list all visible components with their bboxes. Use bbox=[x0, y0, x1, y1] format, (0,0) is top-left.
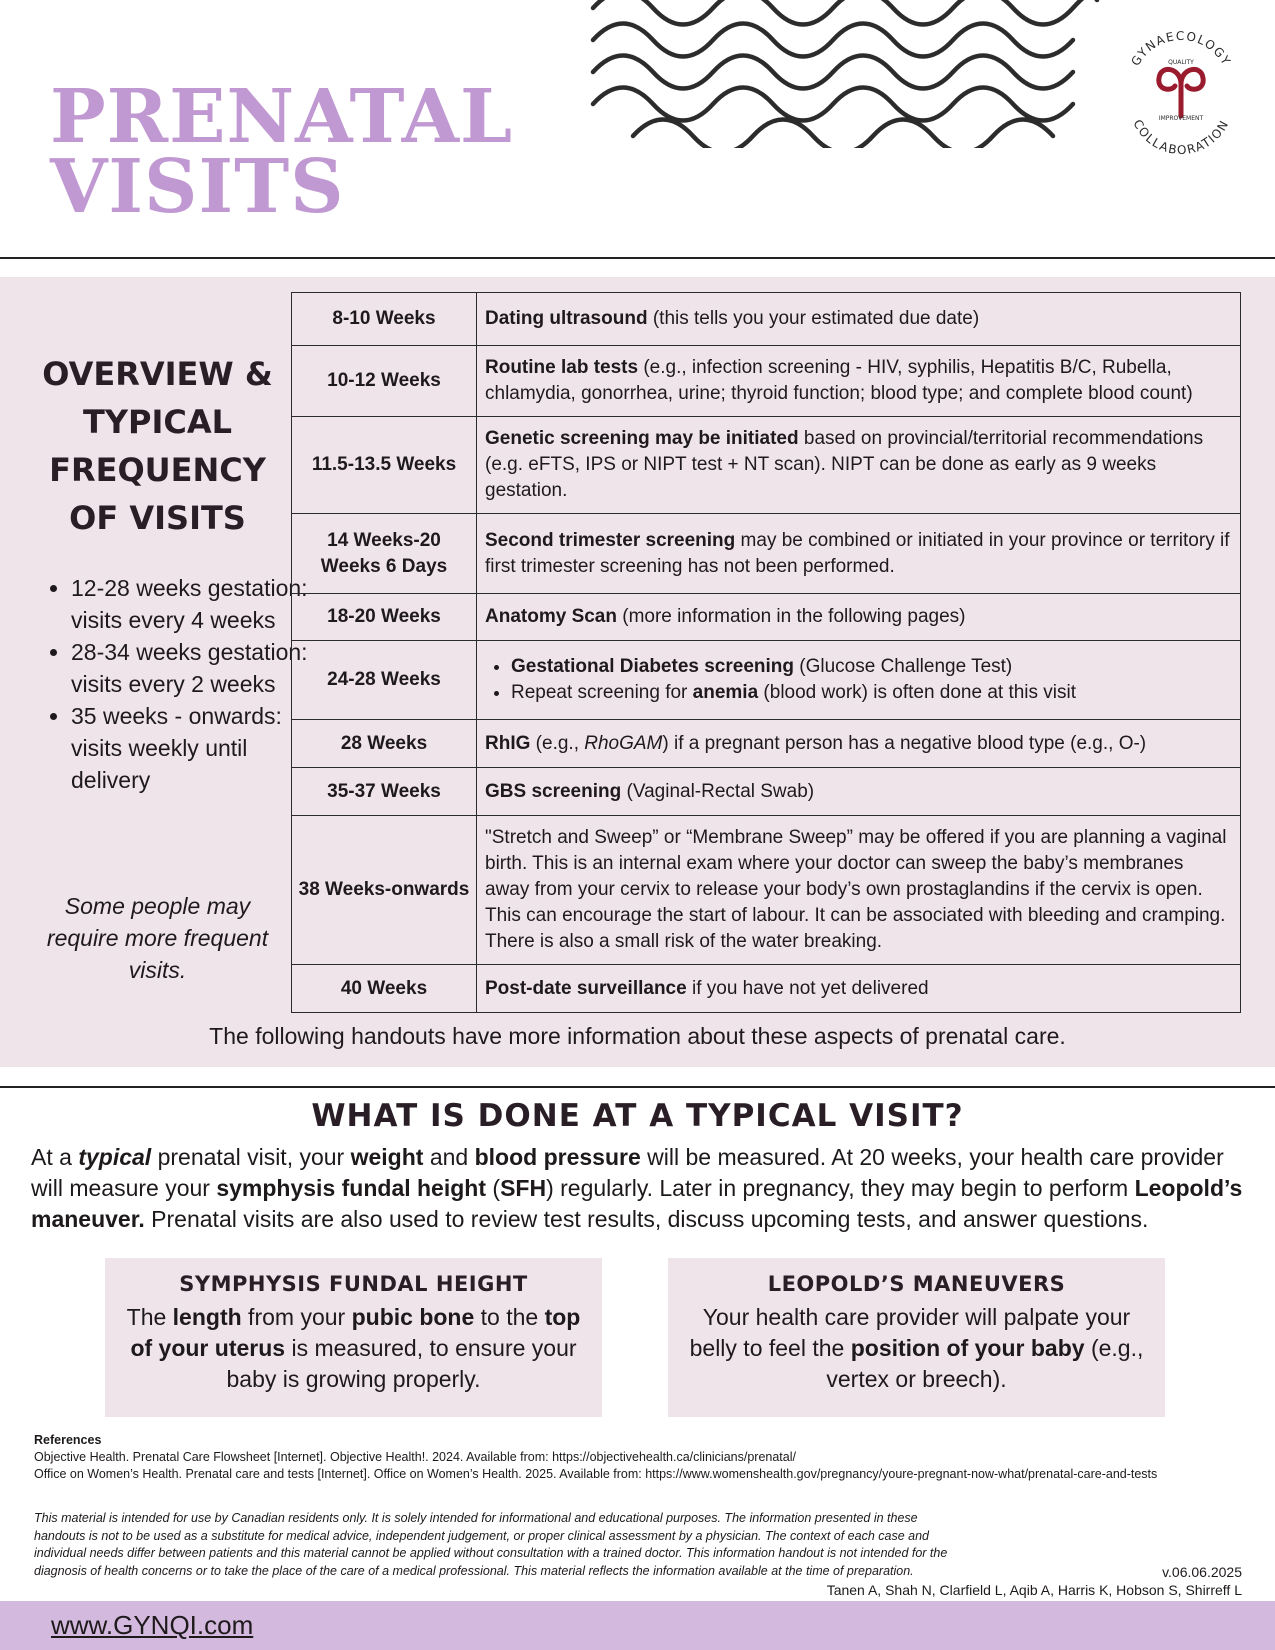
leopold-heading: LEOPOLD’S MANEUVERS bbox=[767, 1272, 1066, 1296]
typical-visit-heading: WHAT IS DONE AT A TYPICAL VISIT? bbox=[311, 1098, 964, 1134]
handouts-note: The following handouts have more information about these aspects of prenatal care. bbox=[209, 1023, 1066, 1049]
page-title bbox=[50, 74, 514, 230]
screening-list bbox=[485, 654, 1232, 706]
overview-heading-line-1: OVERVIEW & bbox=[42, 355, 273, 393]
logo-improvement-text: IMPROVEMENT bbox=[1158, 115, 1204, 122]
overview-heading-line-2: TYPICAL bbox=[83, 403, 232, 441]
description-cell: Genetic screening may be initiated based on provincial/territorial recommendations (e.g. eFTS, IPS or NIPT test + NT scan). NIPT can be done as early as 9 weeks gestation. bbox=[477, 417, 1241, 514]
references-section bbox=[34, 1432, 1244, 1483]
overview-heading bbox=[40, 350, 275, 542]
weeks-cell: 8-10 Weeks bbox=[292, 293, 477, 346]
reference-item: Office on Women’s Health. Prenatal care and tests [Internet]. Office on Women’s Health. 2025. Available from: https://www.womenshealth.gov/pregnancy/youre-pregnant-now-what/prenatal-care-and-tests bbox=[34, 1467, 1158, 1481]
website-link[interactable]: www.GYNQI.com bbox=[51, 1610, 254, 1640]
description-cell: RhIG (e.g., RhoGAM) if a pregnant person has a negative blood type (e.g., O-) bbox=[477, 720, 1241, 768]
weeks-cell: 14 Weeks-20 Weeks 6 Days bbox=[292, 514, 477, 594]
weeks-cell: 35-37 Weeks bbox=[292, 768, 477, 816]
table-row bbox=[292, 514, 1241, 594]
weeks-cell: 10-12 Weeks bbox=[292, 346, 477, 417]
sfh-text: The length from your pubic bone to the top of your uterus is measured, to ensure your baby is growing properly. bbox=[126, 1304, 581, 1392]
footer-bar bbox=[0, 1601, 1275, 1650]
list-item: • 12-28 weeks gestation: visits every 4 weeks bbox=[71, 572, 316, 636]
table-row bbox=[292, 768, 1241, 816]
references-heading: References bbox=[34, 1433, 102, 1447]
title-line-2: VISITS bbox=[50, 144, 345, 230]
table-row bbox=[292, 594, 1241, 641]
description-cell: Post-date surveillance if you have not yet delivered bbox=[477, 965, 1241, 1013]
list-item: • 28-34 weeks gestation: visits every 2 weeks bbox=[71, 636, 316, 700]
wave-decoration bbox=[585, 0, 1100, 148]
description-cell: "Stretch and Sweep” or “Membrane Sweep” may be offered if you are planning a vaginal birth. This is an internal exam where your doctor can sweep the baby’s membranes away from your cervix to release your body’s own prostaglandins if the cervix is open. This can encourage the start of labour. It can be associated with bleeding and cramping. There is also a small risk of the water breaking. bbox=[477, 816, 1241, 965]
disclaimer: This material is intended for use by Canadian residents only. It is solely intended for informational and educational purposes. The information presented in these handouts is not to be used as a substitute for medical advice, independent judgement, or proper clinical assessment by a physician. The context of each case and individual needs differ between patients and this material cannot be applied without consultation with a trained doctor. This information handout is not intended for the diagnosis of health concerns or to take the place of the care of a medical professional. This material reflects the information available at the time of preparation. bbox=[34, 1511, 948, 1578]
leopold-text: Your health care provider will palpate your belly to feel the position of your baby (e.g., vertex or breech). bbox=[689, 1304, 1144, 1392]
logo-bottom-text: COLLABORATION bbox=[1130, 117, 1232, 158]
typical-visit-paragraph: At a typical prenatal visit, your weight and blood pressure will be measured. At 20 weeks, your health care provider will measure your symphysis fundal height (SFH) regularly. Later in pregnancy, they may begin to perform Leopold’s maneuver. Prenatal visits are also used to review test results, discuss upcoming tests, and answer questions. bbox=[31, 1144, 1243, 1232]
logo-quality-text: QUALITY bbox=[1168, 59, 1194, 66]
table-row bbox=[292, 720, 1241, 768]
list-item: • Repeat screening for anemia (blood work) is often done at this visit bbox=[511, 680, 1232, 706]
weeks-cell: 18-20 Weeks bbox=[292, 594, 477, 641]
gynqi-logo bbox=[1115, 20, 1245, 160]
overview-heading-line-3: FREQUENCY bbox=[49, 451, 266, 489]
description-cell: Second trimester screening may be combined or initiated in your province or territory if first trimester screening has not been performed. bbox=[477, 514, 1241, 594]
description-cell: Routine lab tests (e.g., infection screening - HIV, syphilis, Hepatitis B/C, Rubella, chlamydia, gonorrhea, urine; thyroid function; blood type; and complete blood count) bbox=[477, 346, 1241, 417]
overview-note: Some people may require more frequent visits. bbox=[46, 893, 269, 983]
logo-top-text: GYNAECOLOGY bbox=[1128, 28, 1234, 69]
visit-frequency-list bbox=[45, 572, 316, 796]
visit-schedule-table bbox=[291, 292, 1241, 1013]
sfh-info-box bbox=[105, 1258, 602, 1417]
table-row bbox=[292, 641, 1241, 720]
table-row bbox=[292, 346, 1241, 417]
version-label: v.06.06.2025 bbox=[1162, 1564, 1242, 1580]
list-item: • 35 weeks - onwards: visits weekly until delivery bbox=[71, 700, 316, 796]
weeks-cell: 11.5-13.5 Weeks bbox=[292, 417, 477, 514]
authors-line: Tanen A, Shah N, Clarfield L, Aqib A, Harris K, Hobson S, Shirreff L bbox=[826, 1582, 1242, 1598]
description-cell: Anatomy Scan (more information in the following pages) bbox=[477, 594, 1241, 641]
weeks-cell: 40 Weeks bbox=[292, 965, 477, 1013]
overview-heading-line-4: OF VISITS bbox=[69, 499, 246, 537]
table-row bbox=[292, 816, 1241, 965]
description-cell: GBS screening (Vaginal-Rectal Swab) bbox=[477, 768, 1241, 816]
section-divider bbox=[0, 1086, 1275, 1088]
description-cell bbox=[477, 641, 1241, 720]
weeks-cell: 24-28 Weeks bbox=[292, 641, 477, 720]
title-line-1: PRENATAL bbox=[50, 74, 514, 160]
description-cell: Dating ultrasound (this tells you your estimated due date) bbox=[477, 293, 1241, 346]
weeks-cell: 28 Weeks bbox=[292, 720, 477, 768]
reference-item: Objective Health. Prenatal Care Flowsheet [Internet]. Objective Health!. 2024. Available from: https://objectivehealth.ca/clinicians/prenatal/ bbox=[34, 1450, 796, 1464]
sfh-heading: SYMPHYSIS FUNDAL HEIGHT bbox=[179, 1272, 528, 1296]
list-item: • Gestational Diabetes screening (Glucose Challenge Test) bbox=[511, 654, 1232, 680]
table-row bbox=[292, 417, 1241, 514]
table-row bbox=[292, 965, 1241, 1013]
header-divider bbox=[0, 257, 1275, 259]
uterus-icon bbox=[1159, 69, 1203, 116]
svg-text:COLLABORATION bbox=[1130, 117, 1231, 157]
table-row bbox=[292, 293, 1241, 346]
weeks-cell: 38 Weeks-onwards bbox=[292, 816, 477, 965]
leopold-info-box bbox=[668, 1258, 1165, 1417]
